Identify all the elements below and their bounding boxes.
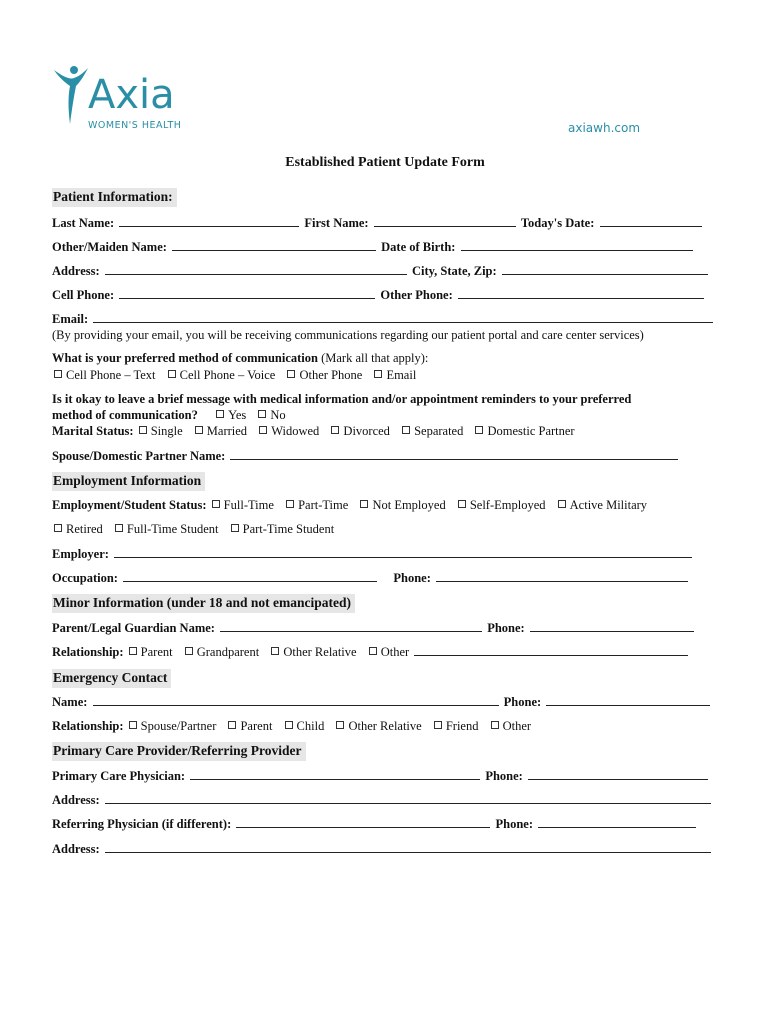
- email-label: Email:: [52, 312, 89, 326]
- maiden-name-field[interactable]: [172, 239, 376, 251]
- checkbox-friend[interactable]: [434, 721, 442, 729]
- option-spouse-partner: Spouse/Partner: [140, 719, 217, 733]
- checkbox-cell-text[interactable]: [54, 370, 62, 378]
- pcp-address-field[interactable]: [105, 792, 711, 804]
- checkbox-child[interactable]: [285, 721, 293, 729]
- checkbox-part-time[interactable]: [286, 500, 294, 508]
- checkbox-self-employed[interactable]: [458, 500, 466, 508]
- comm-question: What is your preferred method of communication: [52, 351, 318, 365]
- row-employment-status: [52, 498, 654, 513]
- guardian-phone-label: Phone:: [487, 621, 525, 635]
- pcp-address-label: Address:: [52, 793, 100, 807]
- emergency-name-field[interactable]: [93, 694, 499, 706]
- occupation-label: Occupation:: [52, 571, 118, 585]
- section-minor: Minor Information (under 18 and not emancipated): [52, 594, 355, 613]
- pcp-field[interactable]: [190, 768, 480, 780]
- axia-logo: [50, 62, 200, 134]
- employer-field[interactable]: [114, 546, 692, 558]
- checkbox-cell-voice[interactable]: [168, 370, 176, 378]
- todays-date-field[interactable]: [600, 215, 702, 227]
- referring-label: Referring Physician (if different):: [52, 817, 232, 831]
- option-no: No: [270, 408, 286, 422]
- checkbox-domestic-partner[interactable]: [475, 426, 483, 434]
- referring-phone-label: Phone:: [495, 817, 533, 831]
- row-comm-options: [52, 368, 423, 383]
- row-maiden-dob: [52, 239, 695, 255]
- checkbox-email[interactable]: [374, 370, 382, 378]
- option-friend: Friend: [445, 719, 479, 733]
- logo-figure-head: [70, 66, 78, 74]
- row-pcp: [52, 768, 710, 784]
- option-domestic-partner: Domestic Partner: [487, 424, 575, 438]
- row-occupation: [52, 570, 690, 586]
- checkbox-part-time-student[interactable]: [231, 524, 239, 532]
- option-other-phone: Other Phone: [299, 368, 363, 382]
- row-marital: [52, 424, 582, 439]
- cell-phone-field[interactable]: [119, 287, 375, 299]
- address-label: Address:: [52, 264, 100, 278]
- guardian-phone-field[interactable]: [530, 620, 694, 632]
- checkbox-widowed[interactable]: [259, 426, 267, 434]
- option-emergency-other-relative: Other Relative: [348, 719, 422, 733]
- option-child: Child: [296, 719, 325, 733]
- website-link[interactable]: axiawh.com: [568, 121, 641, 135]
- option-email: Email: [386, 368, 417, 382]
- option-full-time-student: Full-Time Student: [126, 522, 219, 536]
- first-name-label: First Name:: [304, 216, 369, 230]
- checkbox-divorced[interactable]: [331, 426, 339, 434]
- row-address: [52, 263, 710, 279]
- emergency-phone-field[interactable]: [546, 694, 710, 706]
- option-minor-other: Other: [380, 645, 410, 659]
- row-guardian: [52, 620, 696, 636]
- checkbox-yes[interactable]: [216, 410, 224, 418]
- emergency-relationship-label: Relationship:: [52, 719, 124, 733]
- todays-date-label: Today's Date:: [520, 216, 595, 230]
- row-minor-relationship: [52, 644, 690, 660]
- row-phones: [52, 287, 706, 303]
- dob-field[interactable]: [461, 239, 693, 251]
- checkbox-minor-parent[interactable]: [129, 647, 137, 655]
- row-emergency-name: [52, 694, 712, 710]
- city-state-zip-label: City, State, Zip:: [411, 264, 497, 278]
- pcp-label: Primary Care Physician:: [52, 769, 186, 783]
- employer-label: Employer:: [52, 547, 109, 561]
- option-widowed: Widowed: [271, 424, 320, 438]
- checkbox-full-time[interactable]: [212, 500, 220, 508]
- checkbox-full-time-student[interactable]: [115, 524, 123, 532]
- cell-phone-label: Cell Phone:: [52, 288, 115, 302]
- message-question-line2: method of communication?: [52, 408, 198, 422]
- referring-field[interactable]: [236, 816, 490, 828]
- dob-label: Date of Birth:: [381, 240, 456, 254]
- row-spouse: [52, 448, 680, 464]
- comm-question-note: (Mark all that apply):: [321, 351, 429, 365]
- checkbox-spouse-partner[interactable]: [129, 721, 137, 729]
- checkbox-other-phone[interactable]: [287, 370, 295, 378]
- option-grandparent: Grandparent: [196, 645, 260, 659]
- form-title: Established Patient Update Form: [285, 155, 485, 170]
- pcp-phone-field[interactable]: [528, 768, 708, 780]
- checkbox-minor-other[interactable]: [369, 647, 377, 655]
- option-cell-text: Cell Phone – Text: [66, 368, 156, 382]
- logo-subtitle: WOMEN'S HEALTH: [88, 120, 182, 131]
- section-emergency: Emergency Contact: [52, 669, 171, 688]
- option-minor-parent: Parent: [140, 645, 173, 659]
- pcp-phone-label: Phone:: [485, 769, 523, 783]
- checkbox-no[interactable]: [258, 410, 266, 418]
- last-name-field[interactable]: [119, 215, 299, 227]
- checkbox-emergency-parent[interactable]: [228, 721, 236, 729]
- row-referring: [52, 816, 698, 832]
- occupation-field[interactable]: [123, 570, 377, 582]
- other-phone-field[interactable]: [458, 287, 704, 299]
- minor-other-field[interactable]: [414, 644, 688, 656]
- row-comm-question: [52, 351, 428, 366]
- spouse-field[interactable]: [230, 448, 678, 460]
- employment-phone-label: Phone:: [393, 571, 431, 585]
- employment-status-label: Employment/Student Status:: [52, 498, 207, 512]
- option-part-time: Part-Time: [298, 498, 349, 512]
- address-field[interactable]: [105, 263, 407, 275]
- first-name-field[interactable]: [374, 215, 516, 227]
- referring-address-label: Address:: [52, 842, 100, 856]
- email-note: (By providing your email, you will be receiving communications regarding our patient portal and care center services): [52, 328, 644, 342]
- row-employer: [52, 546, 694, 562]
- row-message-options: [52, 408, 293, 423]
- option-cell-voice: Cell Phone – Voice: [179, 368, 276, 382]
- row-employment-status-2: [52, 522, 341, 537]
- spouse-label: Spouse/Domestic Partner Name:: [52, 449, 226, 463]
- city-state-zip-field[interactable]: [502, 263, 708, 275]
- checkbox-minor-other-relative[interactable]: [271, 647, 279, 655]
- option-emergency-other: Other: [502, 719, 532, 733]
- logo-figure-body: [54, 68, 88, 124]
- checkbox-separated[interactable]: [402, 426, 410, 434]
- marital-label: Marital Status:: [52, 424, 134, 438]
- option-yes: Yes: [228, 408, 247, 422]
- row-referring-address: [52, 841, 713, 857]
- checkbox-emergency-other[interactable]: [491, 721, 499, 729]
- checkbox-grandparent[interactable]: [185, 647, 193, 655]
- row-emergency-relationship: [52, 719, 538, 734]
- checkbox-single[interactable]: [139, 426, 147, 434]
- option-divorced: Divorced: [343, 424, 390, 438]
- option-retired: Retired: [66, 522, 103, 536]
- section-patient-information: Patient Information:: [52, 188, 177, 207]
- guardian-label: Parent/Legal Guardian Name:: [52, 621, 215, 635]
- option-separated: Separated: [414, 424, 464, 438]
- referring-address-field[interactable]: [105, 841, 711, 853]
- option-full-time: Full-Time: [223, 498, 274, 512]
- option-married: Married: [206, 424, 248, 438]
- option-minor-other-relative: Other Relative: [283, 645, 357, 659]
- emergency-name-label: Name:: [52, 695, 88, 709]
- checkbox-not-employed[interactable]: [360, 500, 368, 508]
- emergency-phone-label: Phone:: [503, 695, 542, 709]
- employment-phone-field[interactable]: [436, 570, 688, 582]
- maiden-name-label: Other/Maiden Name:: [52, 240, 167, 254]
- email-field[interactable]: [93, 311, 713, 323]
- option-active-military: Active Military: [569, 498, 648, 512]
- other-phone-label: Other Phone:: [380, 288, 453, 302]
- checkbox-emergency-other-relative[interactable]: [336, 721, 344, 729]
- checkbox-active-military[interactable]: [558, 500, 566, 508]
- option-part-time-student: Part-Time Student: [242, 522, 335, 536]
- option-emergency-parent: Parent: [240, 719, 273, 733]
- logo-wordmark: Axia: [88, 72, 175, 118]
- checkbox-retired[interactable]: [54, 524, 62, 532]
- row-email: [52, 311, 715, 327]
- option-single: Single: [150, 424, 183, 438]
- row-names: [52, 215, 704, 231]
- section-employment: Employment Information: [52, 472, 205, 491]
- option-self-employed: Self-Employed: [469, 498, 546, 512]
- referring-phone-field[interactable]: [538, 816, 696, 828]
- message-question-line1: Is it okay to leave a brief message with medical information and/or appointment reminders to your preferred: [52, 392, 632, 406]
- guardian-field[interactable]: [220, 620, 482, 632]
- section-provider: Primary Care Provider/Referring Provider: [52, 742, 306, 761]
- option-not-employed: Not Employed: [372, 498, 446, 512]
- minor-relationship-label: Relationship:: [52, 645, 124, 659]
- checkbox-married[interactable]: [195, 426, 203, 434]
- row-pcp-address: [52, 792, 713, 808]
- last-name-label: Last Name:: [52, 216, 115, 230]
